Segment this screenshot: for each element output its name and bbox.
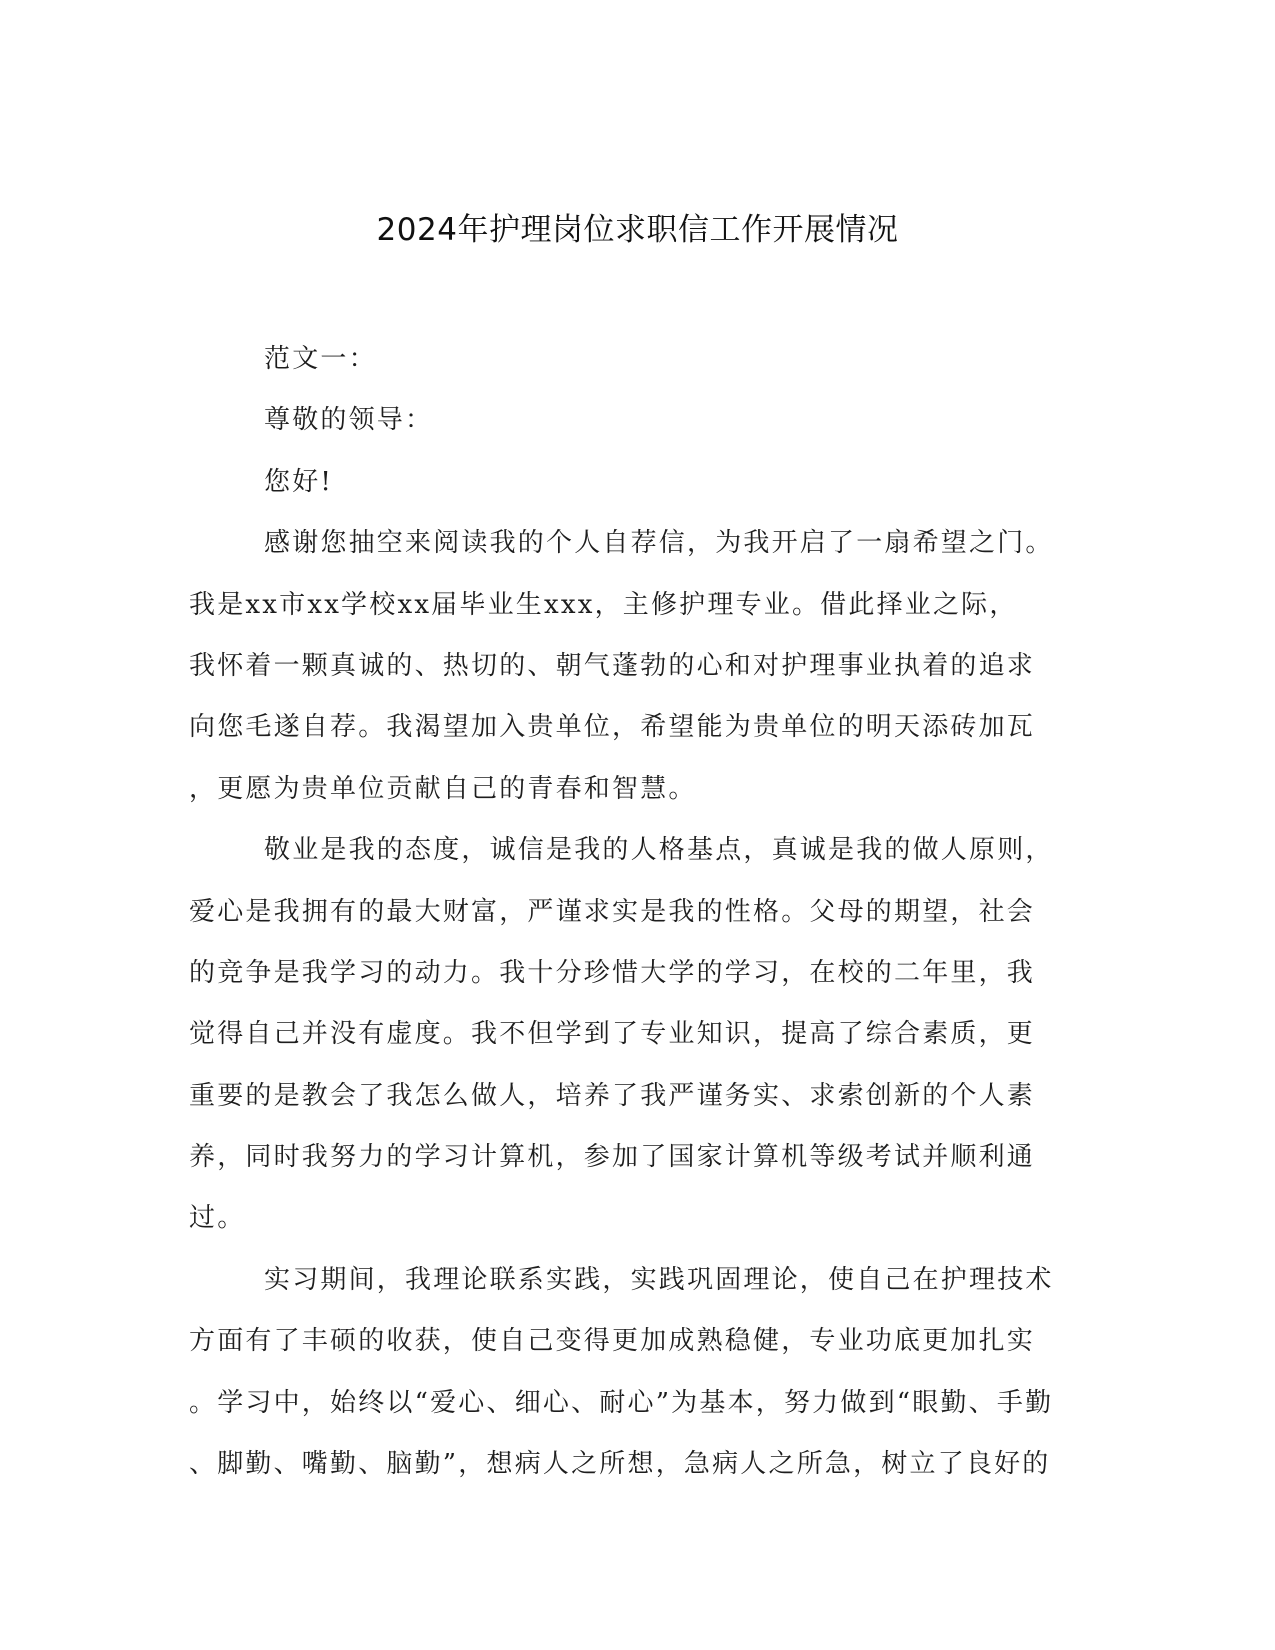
paragraph-1-line: 向您毛遂自荐。我渴望加入贵单位，希望能为贵单位的明天添砖加瓦 xyxy=(189,712,1036,743)
salutation-greeting: 您好! xyxy=(264,466,334,497)
paragraph-1-line: 我是xx市xx学校xx届毕业生xxx，主修护理专业。借此择业之际， xyxy=(189,589,1018,620)
paragraph-2-line: 爱心是我拥有的最大财富，严谨求实是我的性格。父母的期望，社会 xyxy=(189,896,1036,927)
document-title: 2024年护理岗位求职信工作开展情况 xyxy=(376,212,899,248)
paragraph-3-line: 。学习中，始终以“爱心、细心、耐心”为基本，努力做到“眼勤、手勤 xyxy=(189,1387,1054,1418)
paragraph-2-line: 敬业是我的态度，诚信是我的人格基点，真诚是我的做人原则， xyxy=(264,835,1054,866)
paragraph-3-line: 实习期间，我理论联系实践，实践巩固理论，使自己在护理技术 xyxy=(264,1264,1054,1295)
paragraph-1-line: 我怀着一颗真诚的、热切的、朝气蓬勃的心和对护理事业执着的追求 xyxy=(189,650,1036,681)
salutation-sample-label: 范文一： xyxy=(264,344,377,374)
paragraph-3-line: 、脚勤、嘴勤、脑勤”，想病人之所想，急病人之所急，树立了良好的 xyxy=(189,1449,1051,1480)
paragraph-1-line: 感谢您抽空来阅读我的个人自荐信，为我开启了一扇希望之门。 xyxy=(264,528,1054,559)
paragraph-2-line: 觉得自己并没有虚度。我不但学到了专业知识，提高了综合素质，更 xyxy=(189,1019,1036,1050)
paragraph-1-line: ，更愿为贵单位贡献自己的青春和智慧。 xyxy=(189,773,697,804)
salutation-recipient: 尊敬的领导： xyxy=(264,405,434,436)
paragraph-2-line: 的竞争是我学习的动力。我十分珍惜大学的学习，在校的二年里，我 xyxy=(189,957,1036,988)
document-body xyxy=(189,329,1074,1495)
paragraph-2-line: 过。 xyxy=(189,1203,246,1234)
paragraph-2-line: 重要的是教会了我怎么做人，培养了我严谨务实、求索创新的个人素 xyxy=(189,1080,1036,1111)
paragraph-3-line: 方面有了丰硕的收获，使自己变得更加成熟稳健，专业功底更加扎实 xyxy=(189,1326,1036,1357)
paragraph-2-line: 养，同时我努力的学习计算机，参加了国家计算机等级考试并顺利通 xyxy=(189,1142,1036,1173)
